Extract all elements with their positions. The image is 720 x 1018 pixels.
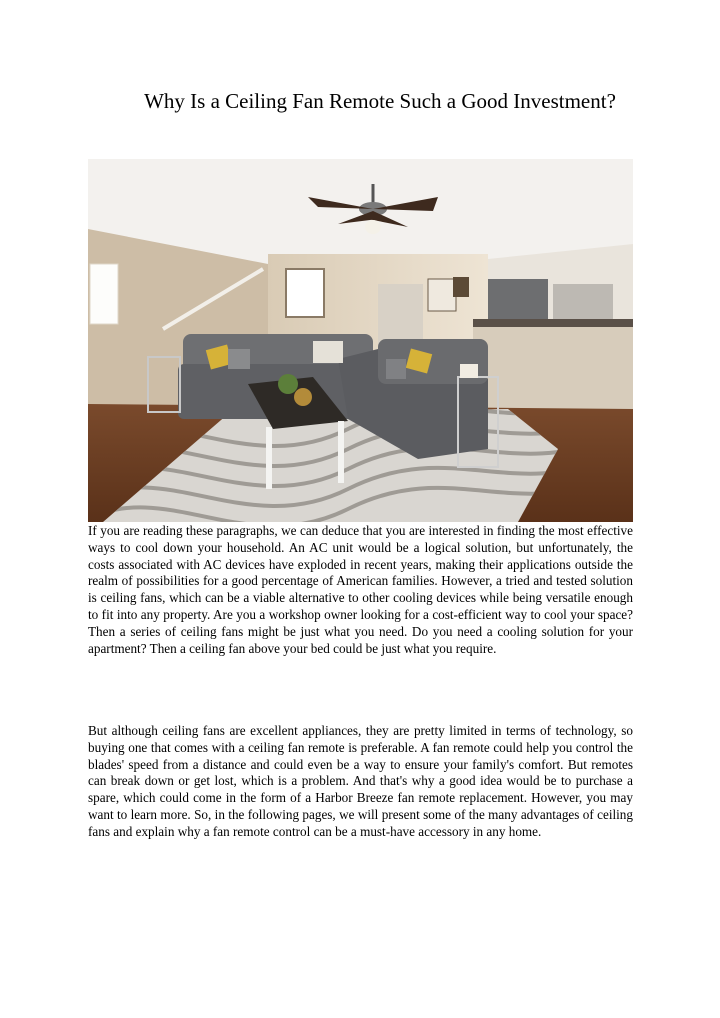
paragraph: If you are reading these paragraphs, we can deduce that you are interested in finding the most effective ways to cool down your household. An AC unit would be a logical solution, but unfortunately, the costs associated with AC devices have exploded in recent years, making their applications outside the realm of possibilities for a good percentage of American families. However, a tried and tested solution is ceiling fans, which can be a viable alternative to other cooling devices while being versatile enough to fit into any property. Are you a workshop owner looking for a cost-efficient way to cool your space? Then a series of ceiling fans might be just what you need. Do you need a cooling solution for your apartment? Then a ceiling fan above your bed could be just what you require. (88, 523, 633, 656)
page-title: Why Is a Ceiling Fan Remote Such a Good Investment? (144, 89, 616, 113)
living-room-photo (88, 159, 633, 522)
paragraph: But although ceiling fans are excellent appliances, they are pretty limited in terms of technology, so buying one that comes with a ceiling fan remote is preferable. A fan remote could help you control the blades' speed from a distance and could even be a way to ensure your family's comfort. But remotes can break down or get lost, which is a problem. And that's why a good idea would be to purchase a spare, which could come in the form of a Harbor Breeze fan remote replacement. However, you may want to learn more. So, in the following pages, we will present some of the many advantages of ceiling fans and explain why a fan remote control can be a must-have accessory in any home. (88, 723, 633, 839)
